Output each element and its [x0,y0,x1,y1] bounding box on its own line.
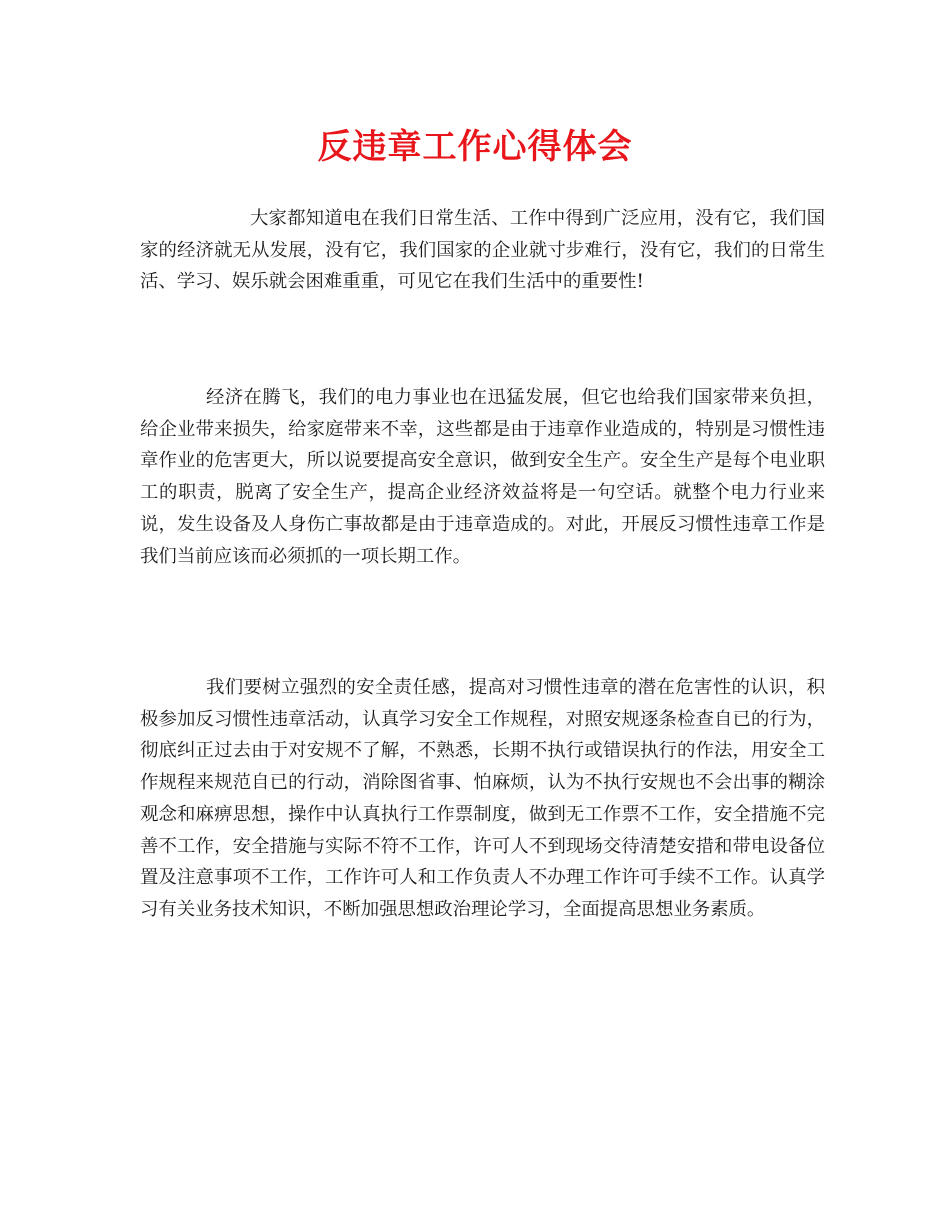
paragraph-3: 我们要树立强烈的安全责任感，提高对习惯性违章的潜在危害性的认识，积极参加反习惯性违章活动，认真学习安全工作规程，对照安规逐条检查自已的行为，彻底纠正过去由于对安规不了解，不熟悉，长期不执行或错误执行的作法，用安全工作规程来规范自已的行动，消除图省事、怕麻烦，认为不执行安规也不会出事的糊涂观念和麻痹思想，操作中认真执行工作票制度，做到无工作票不工作，安全措施不完善不工作，安全措施与实际不符不工作，许可人不到现场交待清楚安措和带电设备位置及注意事项不工作，工作许可人和工作负责人不办理工作许可手续不工作。认真学习有关业务技术知识，不断加强思想政治理论学习，全面提高思想业务素质。 [140,677,825,920]
paragraph-2: 经济在腾飞，我们的电力事业也在迅猛发展，但它也给我们国家带来负担，给企业带来损失，给家庭带来不幸，这些都是由于违章作业造成的，特别是习惯性违章作业的危害更大，所以说要提高安全意识，做到安全生产。安全生产是每个电业职工的职责，脱离了安全生产，提高企业经济效益将是一句空话。就整个电力行业来说，发生设备及人身伤亡事故都是由于违章造成的。对此，开展反习惯性违章工作是我们当前应该而必须抓的一项长期工作。 [140,387,825,567]
paragraph-1: 大家都知道电在我们日常生活、工作中得到广泛应用，没有它，我们国家的经济就无从发展，没有它，我们国家的企业就寸步难行，没有它，我们的日常生活、学习、娱乐就会困难重重，可见它在我们生活中的重要性! [140,208,825,293]
document-title: 反违章工作心得体会 [317,127,633,167]
